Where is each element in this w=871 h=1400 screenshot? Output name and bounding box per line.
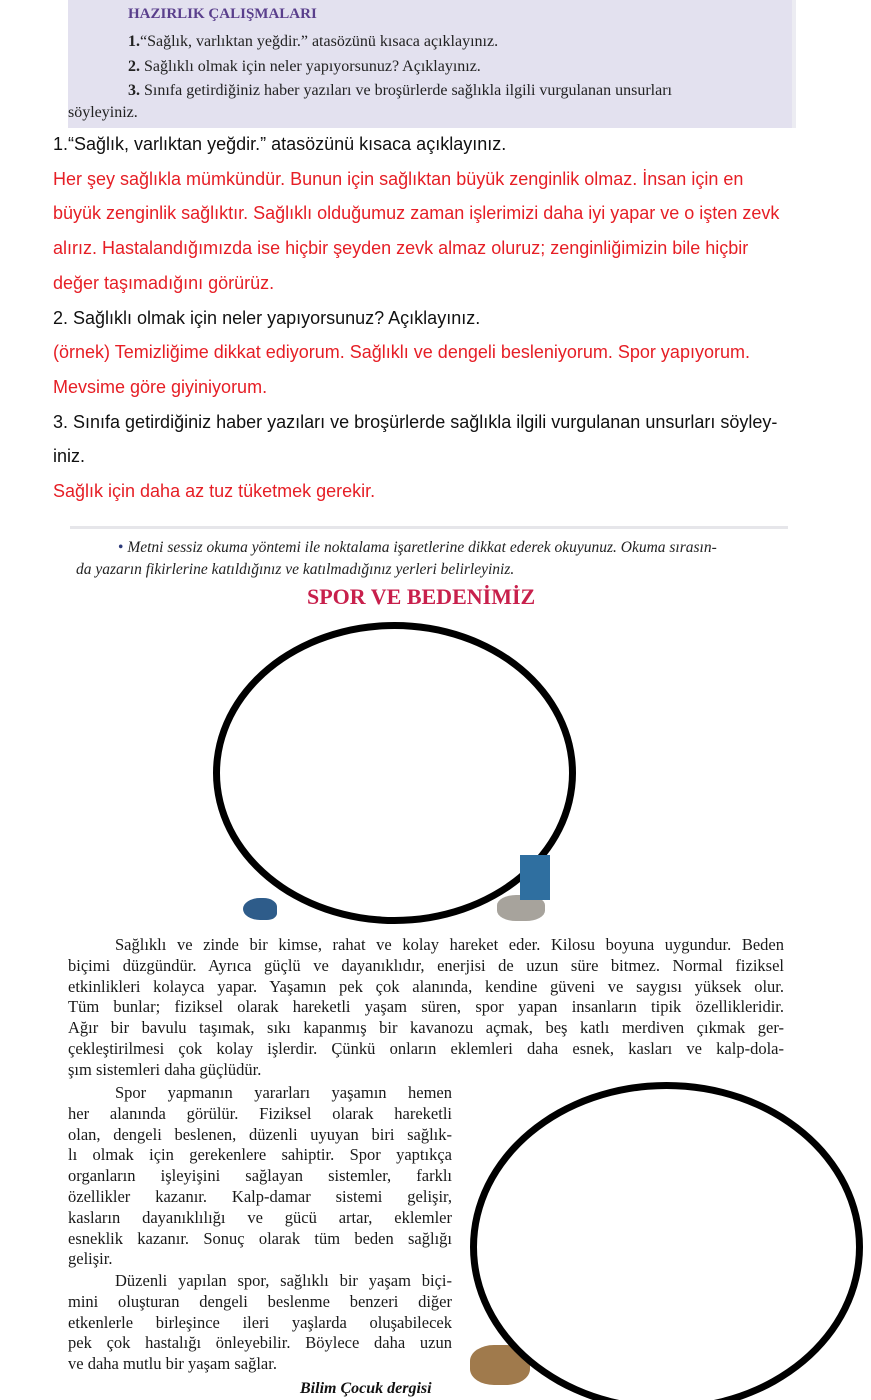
- prep-question-1: [128, 33, 498, 51]
- question-line: iniz.: [53, 446, 86, 467]
- paragraph-line: özellikler kazanır. Kalp-damar sistemi gelişir,: [68, 1187, 452, 1206]
- paragraph-line: kasların dayanıklılığı ve gücü artar, eklemler: [68, 1207, 452, 1227]
- paragraph-line: Tüm bunlar; fiziksel olarak hareketli yaşam süren, spor yapan insanların tipik özellikleridir.: [68, 997, 784, 1017]
- paragraph-line: Ağır bir bavulu taşımak, sıkı kapanmış bir kavanozu açmak, beş katlı merdiven çıkmak ger-: [68, 1018, 784, 1038]
- prep-question-3: [128, 82, 672, 100]
- answer-line: Mevsime göre giyiniyorum.: [53, 376, 268, 397]
- q3-number: 3.: [128, 82, 140, 99]
- answer-line: büyük zenginlik sağlıktır. Sağlıklı olduğumuz zaman işlerimizi daha iyi yapar ve o işten zevk: [53, 203, 780, 224]
- illustration-circle-2: [470, 1082, 863, 1400]
- source-credit: Bilim Çocuk dergisi: [300, 1380, 432, 1397]
- answer-line: (örnek) Temizliğime dikkat ediyorum. Sağlıklı ve dengeli besleniyorum. Spor yapıyorum.: [53, 342, 750, 363]
- instruction-text-1: Metni sessiz okuma yöntemi ile noktalama işaretlerine dikkat ederek okuyunuz. Okuma sırasın-: [127, 539, 717, 556]
- answer-line: Her şey sağlıkla mümkündür. Bunun için sağlıktan büyük zenginlik olmaz. İnsan için en: [53, 168, 744, 189]
- paragraph-line: etkinlikleri kolayca yapar. Yaşamın pek çok alanında, kendine güveni ve saygısı yüksek olur.: [68, 976, 784, 996]
- prep-question-3-cont: söyleyiniz.: [68, 104, 138, 121]
- paragraph-line: lı olmak için gerekenlere sahiptir. Spor yaptıkça: [68, 1145, 452, 1165]
- question-line: 3. Sınıfa getirdiğiniz haber yazıları ve broşürlerde sağlıkla ilgili vurgulanan unsurları söyley-: [53, 411, 778, 432]
- q1-text: “Sağlık, varlıktan yeğdir.” atasözünü kısaca açıklayınız.: [140, 33, 499, 50]
- paragraph-line: ve daha mutlu bir yaşam sağlar.: [68, 1354, 277, 1374]
- paragraph-line: organların işleyişini sağlayan sistemler, farklı: [68, 1166, 452, 1186]
- paragraph-line: etkenlerle birleşince ileri yaşlarda oluşabilecek: [68, 1312, 452, 1332]
- bullet-icon: •: [118, 539, 124, 556]
- paragraph-line: Spor yapmanın yararları yaşamın hemen: [115, 1083, 452, 1102]
- question-line: 1.“Sağlık, varlıktan yeğdir.” atasözünü kısaca açıklayınız.: [53, 134, 507, 154]
- answer-line: alırız. Hastalandığımızda ise hiçbir şeyden zevk almaz oluruz; zenginliğimizin bile hiçbir: [53, 238, 749, 259]
- paragraph-line: şım sistemleri daha güçlüdür.: [68, 1059, 262, 1079]
- answer-line: değer taşımadığını görürüz.: [53, 272, 275, 293]
- paragraph-line: mini oluşturan dengeli beslenme benzeri diğer: [68, 1291, 452, 1311]
- divider: [70, 526, 788, 529]
- paragraph-line: Düzenli yapılan spor, sağlıklı bir yaşam biçi-: [115, 1271, 452, 1290]
- instruction-line-1: [118, 539, 717, 557]
- paragraph-line: olan, dengeli beslenen, düzenli uyuyan biri sağlık-: [68, 1124, 452, 1144]
- paragraph-line: esneklik kazanır. Sonuç olarak tüm beden sağlığı: [68, 1228, 452, 1248]
- q3-text: Sınıfa getirdiğiniz haber yazıları ve broşürlerde sağlıkla ilgili vurgulanan unsurları: [140, 82, 672, 99]
- shoe-icon: [243, 898, 277, 920]
- paragraph-line: çekleştirilmesi çok kolay işlerdir. Çünkü onların eklemleri daha esnek, kasları ve kalp-dola-: [68, 1039, 784, 1058]
- question-line: 2. Sağlıklı olmak için neler yapıyorsunuz? Açıklayınız.: [53, 307, 481, 328]
- q1-number: 1.: [128, 33, 140, 50]
- article-title: SPOR VE BEDENİMİZ: [307, 584, 536, 609]
- q2-number: 2.: [128, 58, 140, 75]
- paragraph-line: Sağlıklı ve zinde bir kimse, rahat ve kolay hareket eder. Kilosu boyuna uygundur. Beden: [115, 935, 784, 954]
- answer-line: Sağlık için daha az tuz tüketmek gerekir.: [53, 481, 376, 501]
- prep-question-2: [128, 58, 481, 76]
- jeans-icon: [520, 855, 550, 900]
- q2-text: Sağlıklı olmak için neler yapıyorsunuz? Açıklayınız.: [140, 58, 481, 75]
- paragraph-line: her alanında görülür. Fiziksel olarak hareketli: [68, 1103, 452, 1123]
- paragraph-line: gelişir.: [68, 1249, 113, 1269]
- instruction-line-2: da yazarın fikirlerine katıldığınız ve katılmadığınız yerleri belirleyiniz.: [76, 561, 515, 578]
- preparation-title: HAZIRLIK ÇALIŞMALARI: [128, 6, 317, 22]
- paragraph-line: pek çok hastalığı önleyebilir. Böylece daha uzun: [68, 1333, 452, 1353]
- paragraph-line: biçimi düzgündür. Ayrıca güçlü ve dayanıklıdır, enerjisi de uzun süre bitmez. Normal fiziksel: [68, 955, 784, 975]
